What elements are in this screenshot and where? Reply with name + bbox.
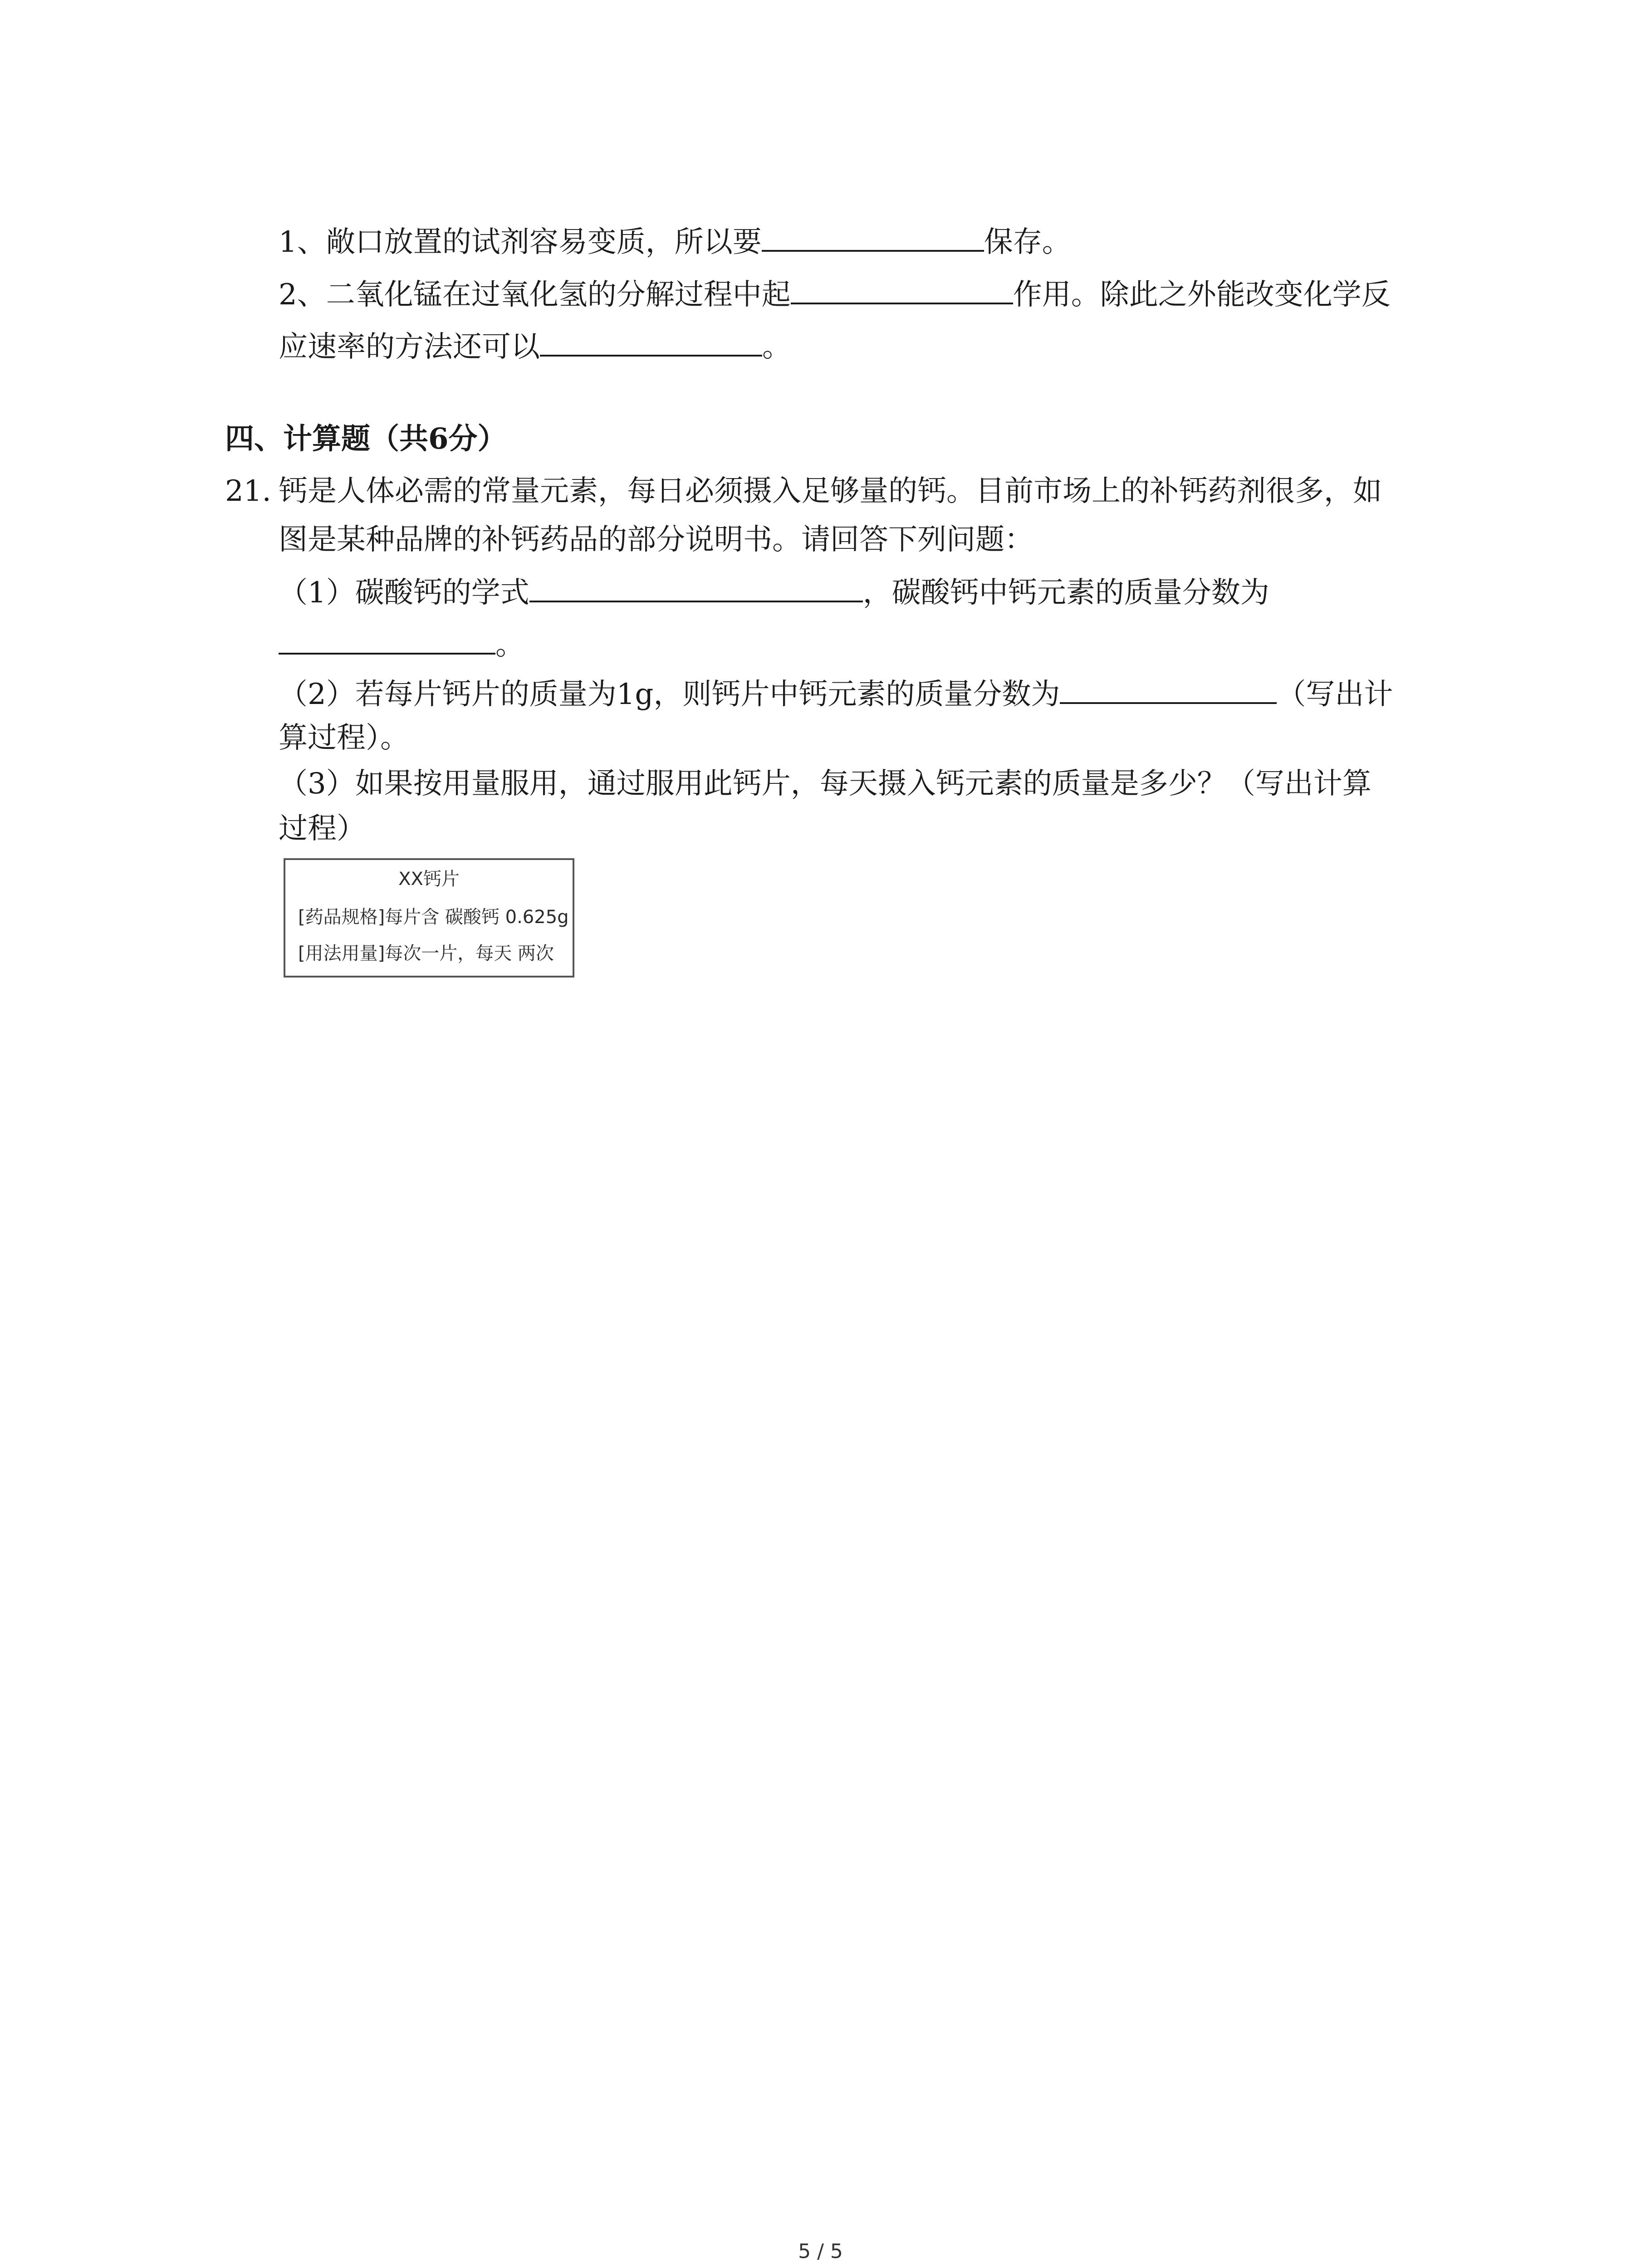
- item-2-blank-1[interactable]: [791, 276, 1013, 304]
- label-title: XX钙片: [398, 869, 460, 890]
- item-2-text-after: 作用。除此之外能改变化学反: [1013, 278, 1391, 312]
- sub-question-2-text-before: （2）若每片钙片的质量为1g，则钙片中钙元素的质量分数为: [279, 678, 1060, 711]
- item-2-blank-2[interactable]: [540, 328, 762, 357]
- item-1-blank[interactable]: [762, 224, 984, 252]
- sub-question-2: [279, 676, 1393, 709]
- medicine-label-box: [284, 858, 574, 978]
- sub-question-3-line-2: 过程）: [279, 812, 366, 846]
- sub-question-3-line-1: （3）如果按用量服用，通过服用此钙片，每天摄入钙元素的质量是多少？（写出计算: [279, 767, 1372, 801]
- sub-question-1: [279, 574, 1269, 610]
- sub-question-1-blank-2[interactable]: [279, 626, 495, 655]
- question-stem-line-1: 钙是人体必需的常量元素，每日必须摄入足够量的钙。目前市场上的补钙药剂很多，如: [279, 474, 1382, 508]
- sub-question-2-line-2: 算过程）。: [279, 721, 409, 755]
- question-number: 21.: [225, 474, 271, 508]
- item-1-text-before: 1、敞口放置的试剂容易变质，所以要: [279, 225, 762, 259]
- page-number: 5 / 5: [798, 2240, 843, 2263]
- fill-blank-item-1: [279, 224, 1071, 257]
- label-usage: [用法用量]每次一片，每天 两次: [298, 943, 554, 964]
- sub-question-1-text-before: （1）碳酸钙的学式: [279, 576, 529, 610]
- section-title: 四、计算题（共6分）: [225, 422, 507, 456]
- sub-question-1-line-2: [279, 626, 524, 660]
- sub-question-1-text-after: ，碳酸钙中钙元素的质量分数为: [862, 576, 1269, 610]
- item-2-line-2-text: 应速率的方法还可以: [279, 330, 540, 364]
- question-21-line-1: [225, 474, 1382, 508]
- item-2-text-before: 2、二氧化锰在过氧化氢的分解过程中起: [279, 278, 791, 312]
- fill-blank-item-2-line-2: [279, 328, 791, 362]
- sub-question-2-blank[interactable]: [1060, 676, 1277, 704]
- item-2-line-2-end: 。: [762, 330, 791, 364]
- sub-question-1-blank-1[interactable]: [529, 574, 863, 602]
- item-1-text-after: 保存。: [984, 225, 1071, 259]
- question-stem-line-2: 图是某种品牌的补钙药品的部分说明书。请回答下列问题：: [279, 523, 1034, 557]
- label-spec: [药品规格]每片含 碳酸钙 0.625g: [298, 907, 569, 928]
- sub-question-2-text-after: （写出计: [1277, 678, 1393, 711]
- fill-blank-item-2: [279, 276, 1391, 312]
- sub-question-1-end: 。: [495, 628, 524, 662]
